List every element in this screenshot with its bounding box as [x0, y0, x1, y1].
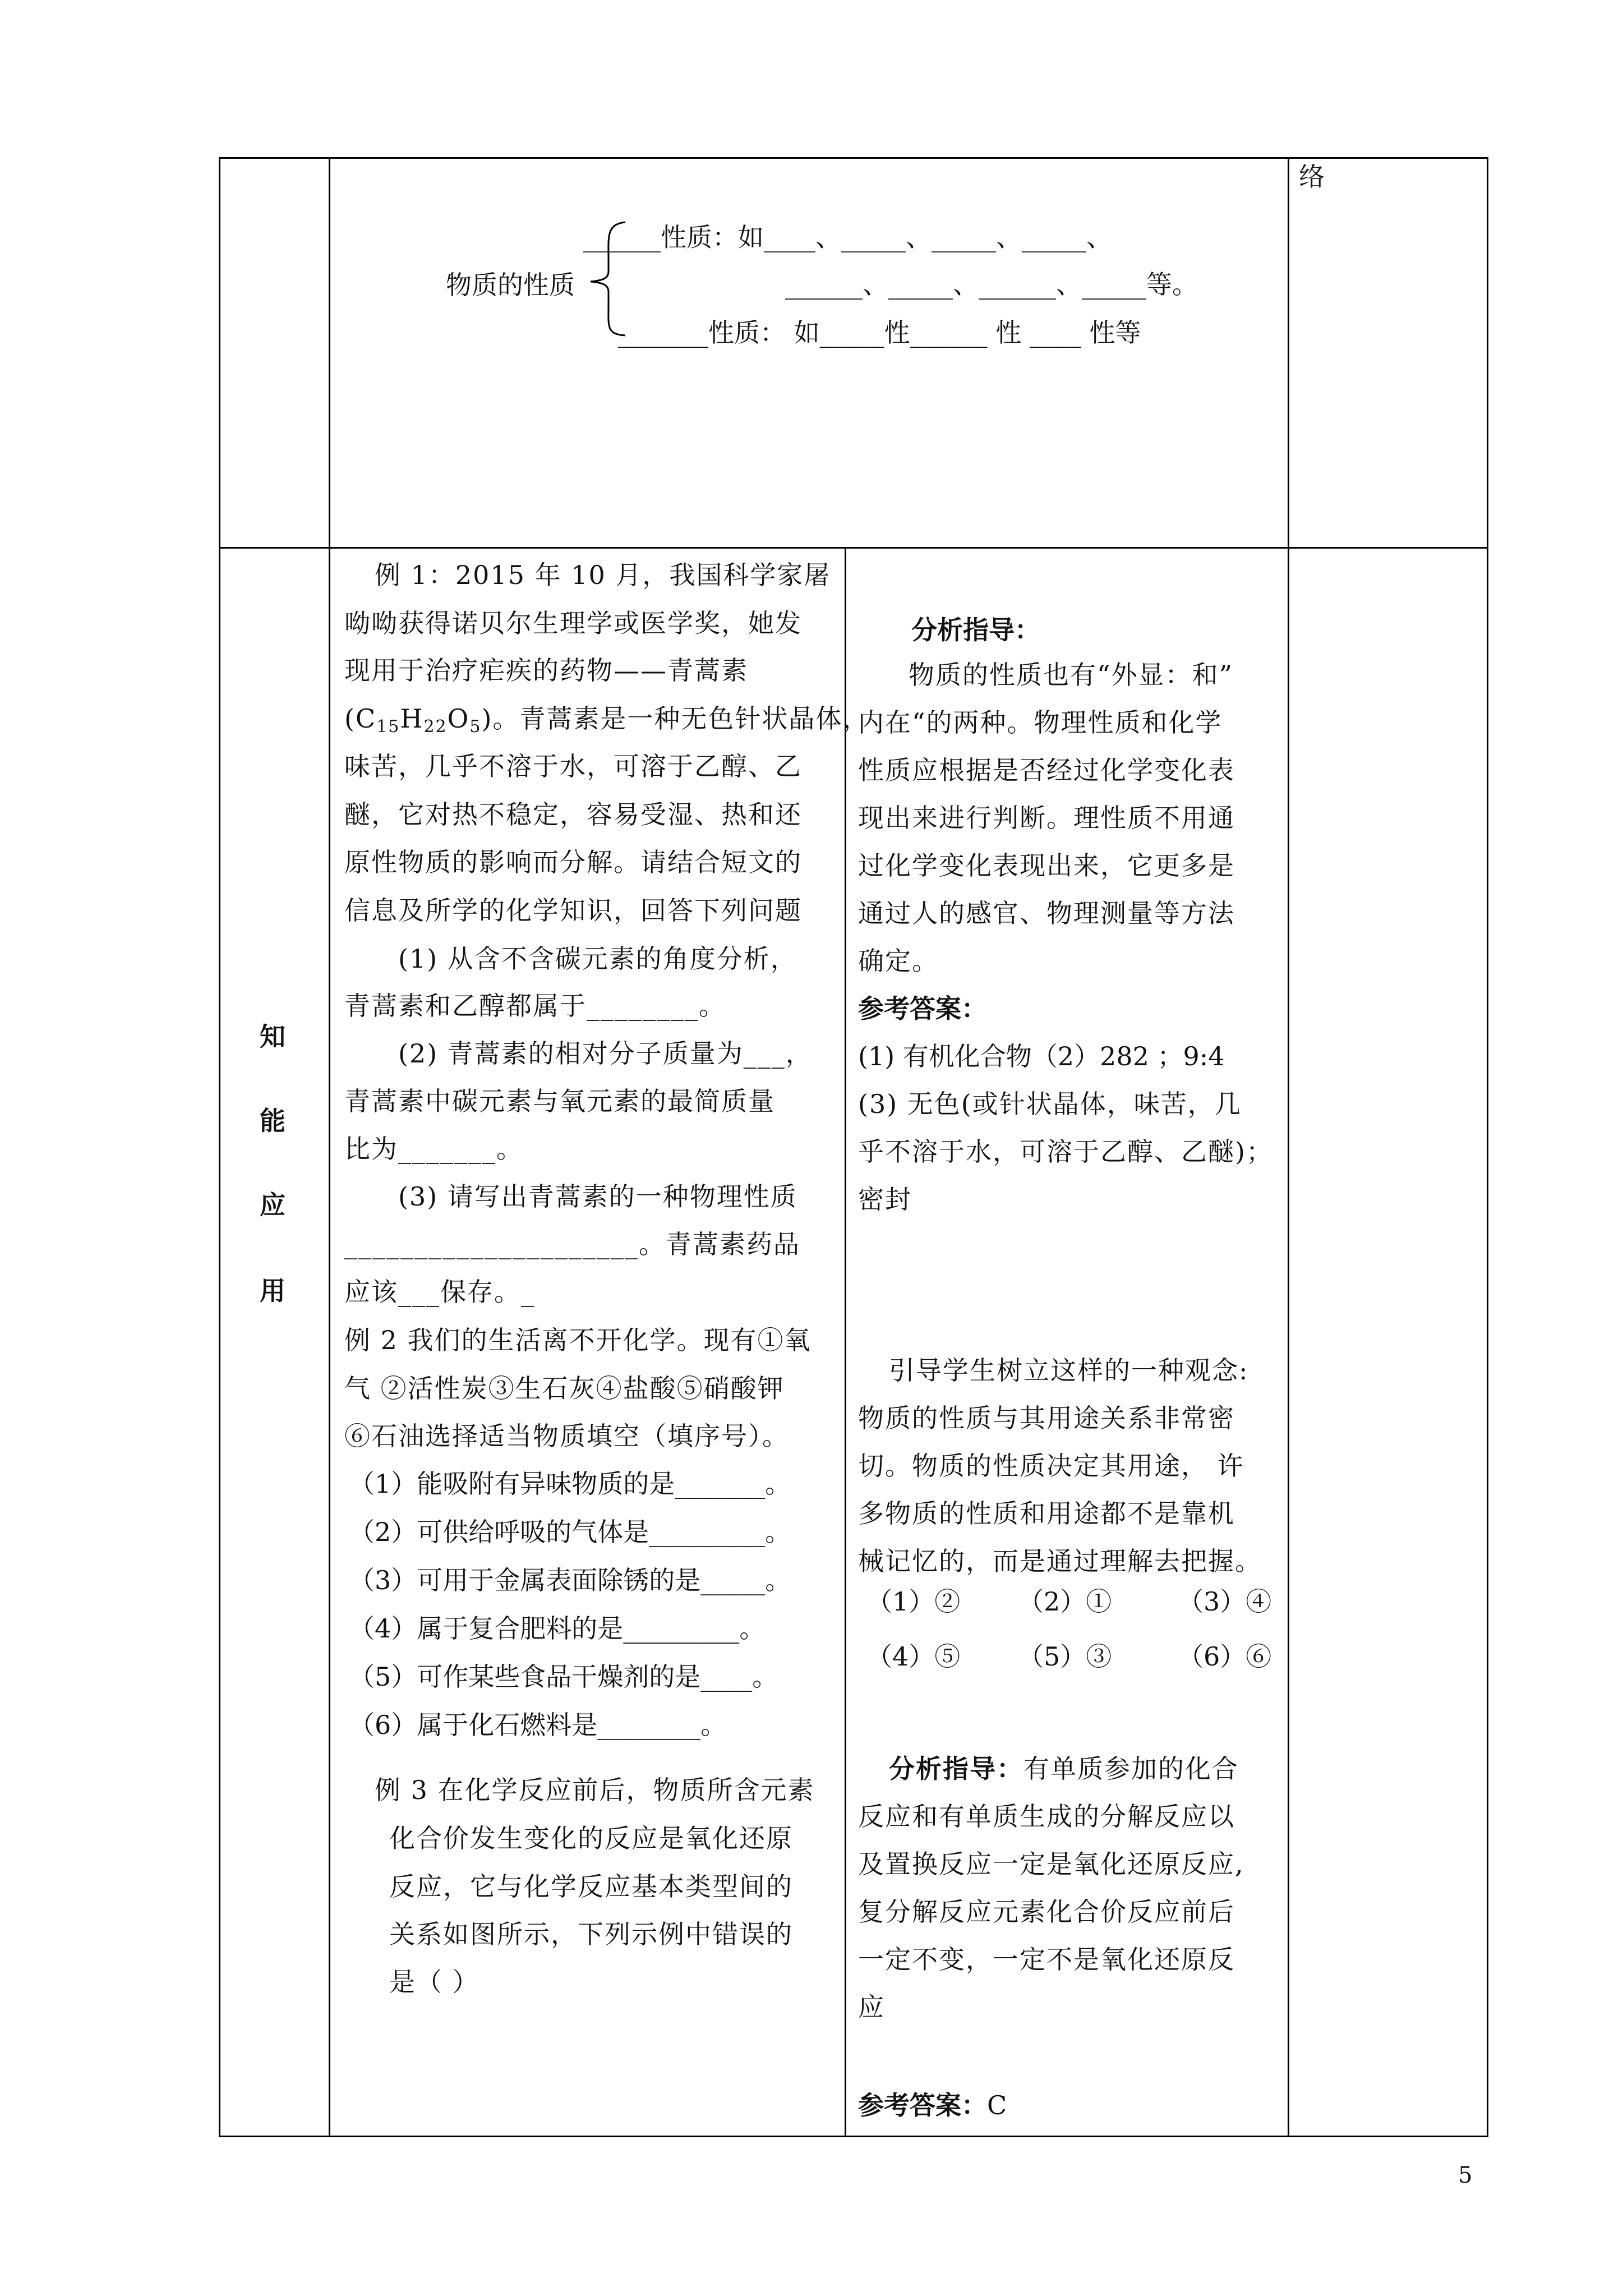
table-col-divider-guide [845, 547, 846, 2137]
formula-sub-o: 5 [469, 717, 482, 737]
guide3-answer-value: C [987, 2090, 1007, 2120]
diagram-chemical-row: _______性质： 如_____性______ 性 ____ 性等 [618, 318, 1141, 348]
guide1-answer-line: (3) 无色(或针状晶体，味苦，几 [858, 1089, 1242, 1119]
guide3-title-line [889, 1756, 1239, 1782]
ex1-line: 原性物质的影响而分解。请结合短文的 [344, 847, 802, 877]
formula-close: )。青蒿素是一种无色针状晶体， [481, 703, 870, 734]
ex2-question: （1）能吸附有异味物质的是_______。 [349, 1469, 791, 1499]
section-label-char-4: 用 [260, 1276, 285, 1306]
diagram-physical-row-cont: ______、_____、______、_____等。 [785, 269, 1198, 300]
ex3-line: 反应，它与化学反应基本类型间的 [389, 1871, 793, 1902]
ex2-question: （3）可用于金属表面除锈的是_____。 [349, 1565, 791, 1595]
ex3-line: 化合价发生变化的反应是氧化还原 [389, 1823, 793, 1853]
guide2-answer: （1）② [866, 1586, 961, 1617]
table-col-divider-label [329, 157, 330, 2137]
guide1-answer-line: 乎不溶于水，可溶于乙醇、乙醚)； [858, 1137, 1273, 1167]
guide2-answer: （4）⑤ [866, 1641, 961, 1672]
table-row-divider [219, 547, 1488, 549]
ex1-formula-line [344, 703, 870, 737]
guide2-line: 械记忆的，而是通过理解去把握。 [858, 1546, 1262, 1576]
diagram-root-label: 物质的性质 [446, 270, 575, 300]
ex3-line: 是（ ） [389, 1967, 479, 1997]
ex2-line: ⑥石油选择适当物质填空（填序号）。 [344, 1421, 789, 1451]
ex2-question: （4）属于复合肥料的是_________。 [349, 1613, 766, 1644]
guide2-line: 多物质的性质和用途都不是靠机 [858, 1498, 1235, 1529]
ex1-line: 青蒿素中碳元素与氧元素的最简质量 [344, 1086, 775, 1116]
section-label-char-3: 应 [260, 1190, 285, 1220]
guide3-title: 分析指导： [889, 1754, 1023, 1784]
guide1-line: 确定。 [858, 946, 939, 976]
ex2-line: 气 ②活性炭③生石灰④盐酸⑤硝酸钾 [344, 1373, 785, 1404]
guide3-line: 一定不变，一定不是氧化还原反 [858, 1944, 1235, 1975]
ex1-line: 应该___保存。_ [344, 1277, 535, 1307]
page-number: 5 [1458, 2162, 1473, 2188]
guide1-title: 分析指导： [911, 615, 1040, 645]
table-border-top [219, 157, 1488, 159]
ex1-line: 味苦，几乎不溶于水，可溶于乙醇、乙 [344, 751, 802, 781]
guide1-line: 现出来进行判断。理性质不用通 [858, 803, 1235, 833]
guide1-answer-line: 密封 [858, 1184, 912, 1214]
ex1-line: (3) 请写出青蒿素的一种物理性质 [398, 1181, 797, 1212]
table-col-divider-notes [1288, 157, 1289, 2137]
ex3-line: 例 3 在化学反应前后，物质所含元素 [375, 1775, 815, 1805]
guide2-answer: （5）③ [1018, 1641, 1112, 1672]
table-border-left [219, 157, 220, 2137]
guide1-line: 性质应根据是否经过化学变化表 [858, 755, 1235, 785]
guide2-answer: （2）① [1018, 1586, 1112, 1617]
guide3-line: 及置换反应一定是氧化还原反应, [858, 1849, 1244, 1879]
ex1-line: 现用于治疗疟疾的药物——青蒿素 [344, 655, 748, 685]
guide2-line: 物质的性质与其用途关系非常密 [858, 1403, 1235, 1433]
guide1-answer-line: (1) 有机化合物（2）282 ；9:4 [858, 1041, 1225, 1071]
formula-sub-h: 22 [423, 717, 448, 737]
guide1-line: 通过人的感官、物理测量等方法 [858, 898, 1235, 928]
ex1-line: (2) 青蒿素的相对分子质量为___， [398, 1038, 813, 1069]
guide2-line: 引导学生树立这样的一种观念: [889, 1355, 1249, 1386]
ex2-question: （6）属于化石燃料是________。 [349, 1710, 727, 1740]
ex3-line: 关系如图所示，下列示例中错误的 [389, 1919, 793, 1949]
diagram-physical-row: ______性质：如____、_____、_____、_____、 [583, 222, 1112, 252]
ex2-question: （5）可作某些食品干燥剂的是____。 [349, 1662, 778, 1692]
guide1-answer-title: 参考答案： [858, 993, 987, 1024]
formula-open: (C [344, 703, 377, 734]
section-label-char-1: 知 [260, 1022, 285, 1052]
guide2-line: 切。物质的性质决定其用途， 许 [858, 1451, 1244, 1481]
guide1-line: 内在“的两种。物理性质和化学 [858, 707, 1223, 738]
ex1-line: 青蒿素和乙醇都属于________。 [344, 991, 726, 1021]
guide3-answer-title: 参考答案： [858, 2090, 987, 2120]
guide3-line: 复分解反应元素化合价反应前后 [858, 1897, 1235, 1927]
table-border-right [1487, 157, 1488, 2137]
ex1-line: 比为_______。 [344, 1134, 523, 1164]
section-label-char-2: 能 [260, 1106, 285, 1136]
ex1-line: 例 1：2015 年 10 月，我国科学家屠 [375, 560, 831, 590]
guide3-title-rest: 有单质参加的化合 [1023, 1754, 1239, 1784]
ex1-line: (1) 从含不含碳元素的角度分析， [398, 944, 797, 974]
guide2-answer: （6）⑥ [1178, 1641, 1272, 1672]
ex1-line: 信息及所学的化学知识，回答下列问题 [344, 895, 802, 926]
formula-h: H [400, 703, 424, 734]
guide3-line: 应 [858, 1992, 885, 2022]
guide1-line: 物质的性质也有“外显：和” [909, 660, 1234, 690]
table-border-bottom [219, 2136, 1488, 2137]
ex1-line: _____________________。青蒿素药品 [344, 1229, 800, 1259]
formula-sub-c: 15 [376, 717, 400, 737]
notes-fragment-char: 络 [1299, 162, 1325, 192]
ex2-line: 例 2 我们的生活离不开化学。现有①氧 [344, 1325, 811, 1355]
ex1-line: 呦呦获得诺贝尔生理学或医学奖，她发 [344, 608, 802, 638]
guide3-answer-line [858, 2092, 1007, 2118]
guide2-answer: （3）④ [1178, 1586, 1272, 1617]
formula-o: O [447, 703, 470, 734]
ex1-line: 醚，它对热不稳定，容易受湿、热和还 [344, 799, 802, 830]
ex2-question: （2）可供给呼吸的气体是_________。 [349, 1517, 791, 1547]
guide1-line: 过化学变化表现出来，它更多是 [858, 850, 1235, 881]
guide3-line: 反应和有单质生成的分解反应以 [858, 1801, 1235, 1832]
